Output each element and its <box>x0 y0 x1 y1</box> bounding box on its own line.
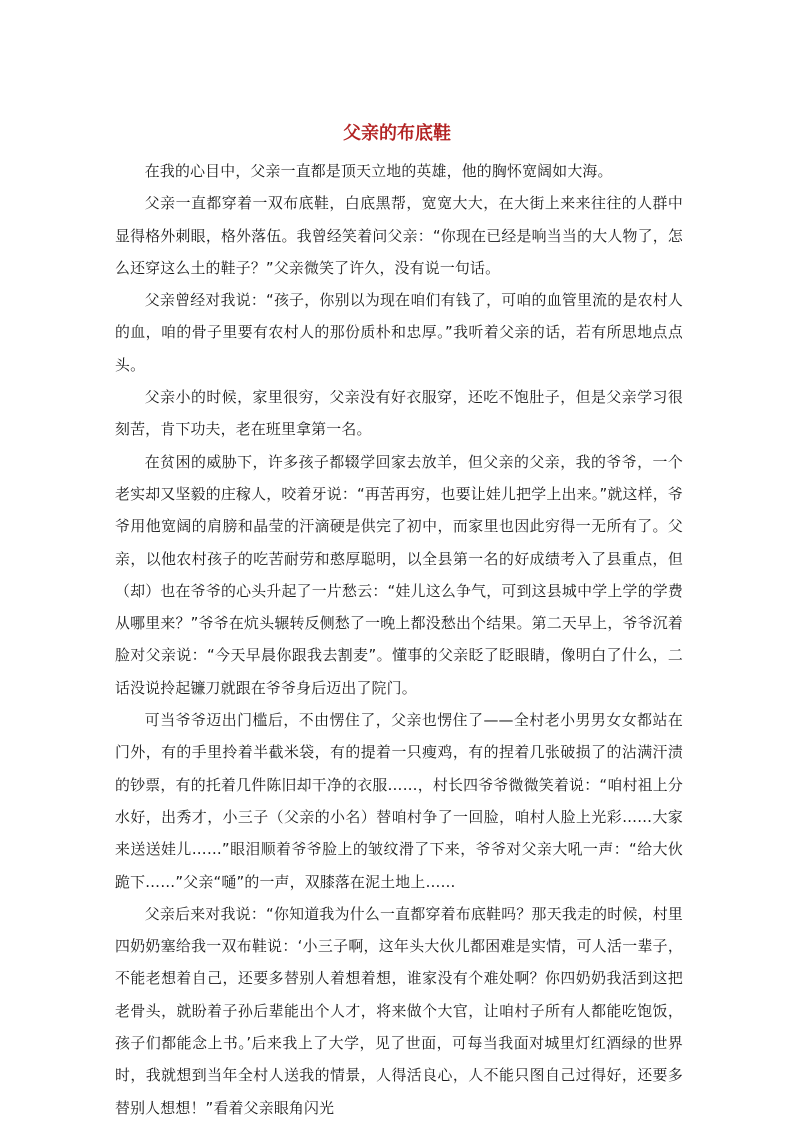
paragraph: 父亲一直都穿着一双布底鞋，白底黑帮，宽宽大大，在大街上来来往往的人群中显得格外刺眼，格外落伍。我曾经笑着问父亲：“你现在已经是响当当的大人物了，怎么还穿这么土的鞋子？”父亲微笑了许久，没有说一句话。 <box>115 194 683 277</box>
paragraph: 父亲小的时候，家里很穷，父亲没有好衣服穿，还吃不饱肚子，但是父亲学习很刻苦，肯下功夫，老在班里拿第一名。 <box>115 388 683 439</box>
paragraph: 父亲曾经对我说：“孩子，你别以为现在咱们有钱了，可咱的血管里流的是农村人的血，咱的骨子里要有农村人的那份质朴和忠厚。”我听着父亲的话，若有所思地点点头。 <box>115 291 683 374</box>
paragraph: 可当爷爷迈出门槛后，不由愣住了，父亲也愣住了——全村老小男男女女都站在门外，有的手里拎着半截米袋，有的提着一只瘦鸡，有的捏着几张破损了的沾满汗渍的钞票，有的托着几件陈旧却干净的衣服……，村长四爷爷微微笑着说：“咱村祖上分水好，出秀才，小三子（父亲的小名）替咱村争了一回脸，咱村人脸上光彩……大家来送送娃儿……”眼泪顺着爷爷脸上的皱纹滑了下来，爷爷对父亲大吼一声：“给大伙跪下……”父亲“嗵”的一声，双膝落在泥土地上…… <box>115 711 683 891</box>
paragraph: 在贫困的威胁下，许多孩子都辍学回家去放羊，但父亲的父亲，我的爷爷，一个老实却又坚毅的庄稼人，咬着牙说：“再苦再穷，也要让娃儿把学上出来。”就这样，爷爷用他宽阔的肩膀和晶莹的汗滴硬是供完了初中，而家里也因此穷得一无所有了。父亲，以他农村孩子的吃苦耐劳和憨厚聪明，以全县第一名的好成绩考入了县重点，但（却）也在爷爷的心头升起了一片愁云：“娃儿这么争气，可到这县城中学上学的学费从哪里来？”爷爷在炕头辗转反侧愁了一晚上都没愁出个结果。第二天早上，爷爷沉着脸对父亲说：“今天早晨你跟我去割麦”。懂事的父亲眨了眨眼睛，像明白了什么，二话没说拎起镰刀就跟在爷爷身后迈出了院门。 <box>115 452 683 697</box>
document-body <box>115 155 683 1124</box>
paragraph: 在我的心目中，父亲一直都是顶天立地的英雄，他的胸怀宽阔如大海。 <box>144 162 613 180</box>
document-title: 父亲的布底鞋 <box>343 123 451 144</box>
paragraph: 父亲后来对我说：“你知道我为什么一直都穿着布底鞋吗？那天我走的时候，村里四奶奶塞给我一双布鞋说：‘小三子啊，这年头大伙儿都困难是实情，可人活一辈子，不能老想着自己，还要多替别人着想着想，谁家没有个难处啊？你四奶奶我活到这把老骨头，就盼着子孙后辈能出个人才，将来做个大官，让咱村子所有人都能吃饱饭，孩子们都能念上书。’后来我上了大学，见了世面，可每当我面对城里灯红酒绿的世界时，我就想到当年全村人送我的情景，人得活良心，人不能只图自己过得好，还要多替别人想想！”看着父亲眼角闪光 <box>115 904 683 1117</box>
